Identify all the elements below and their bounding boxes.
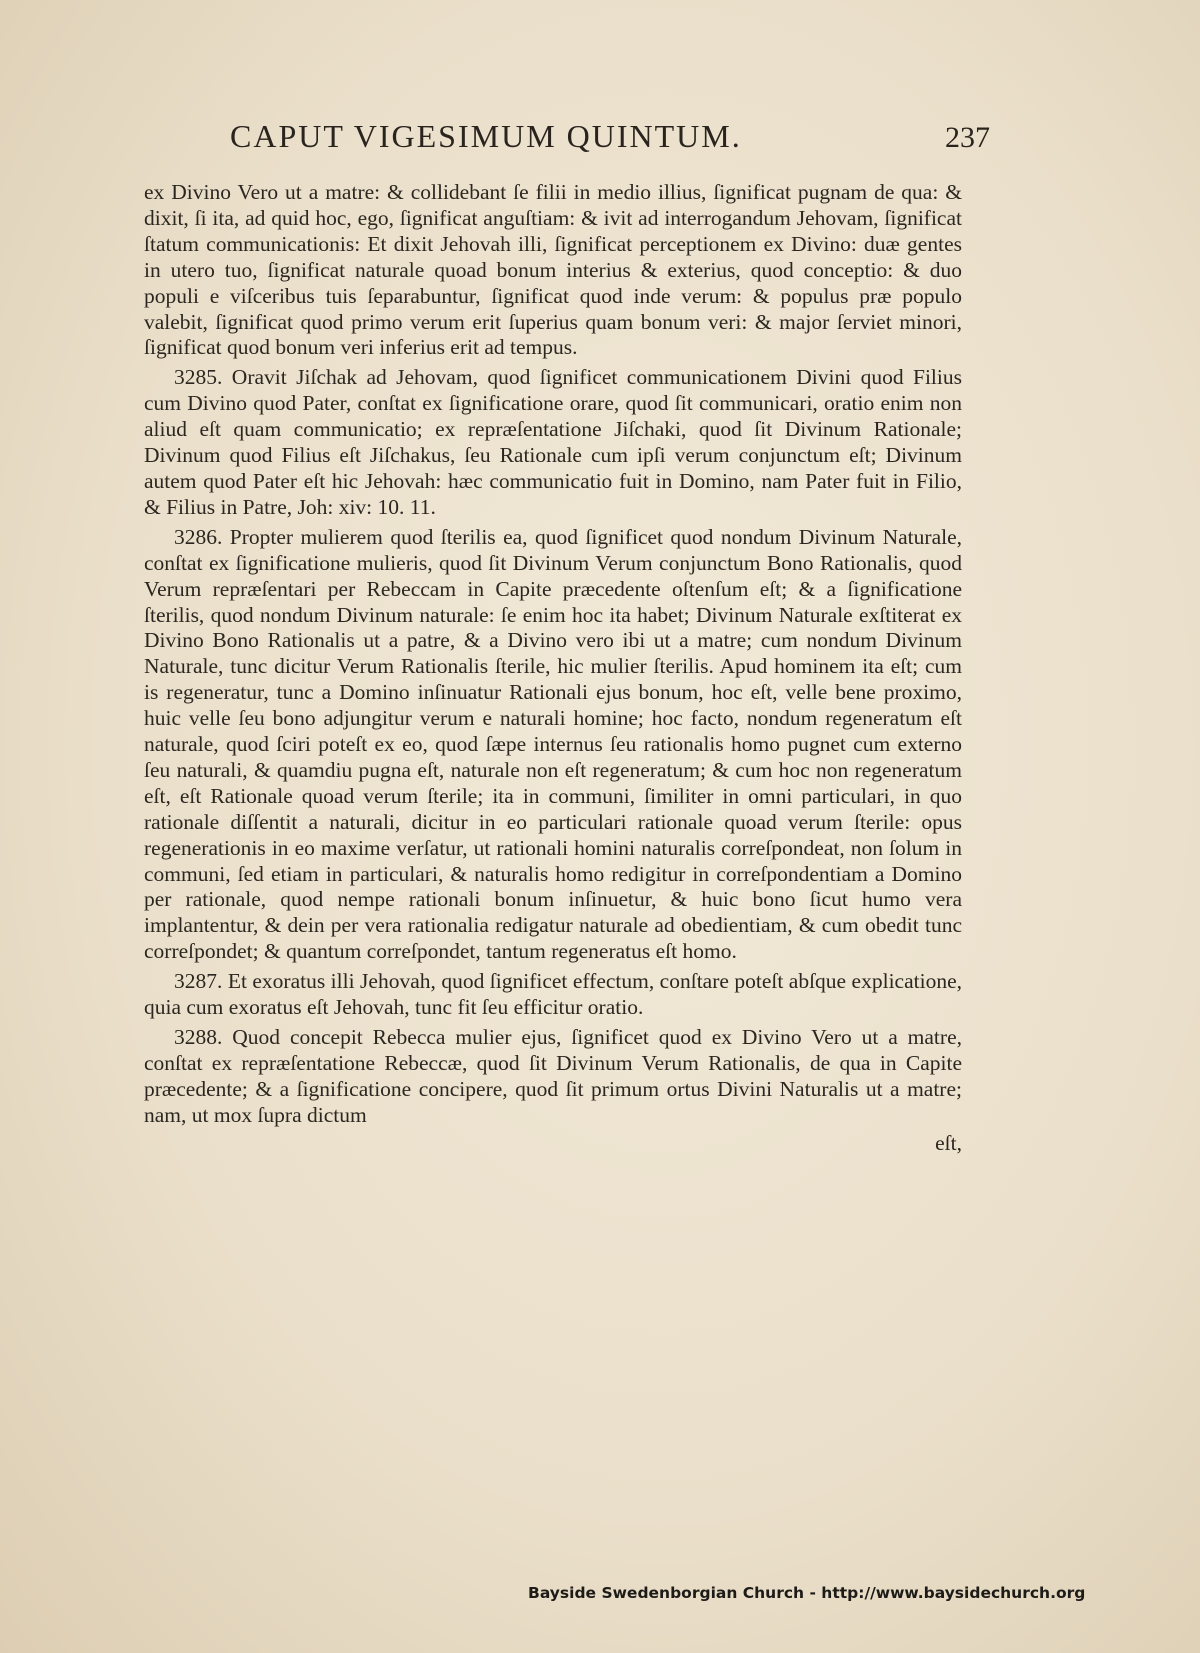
catchword: eſt, (935, 1130, 962, 1155)
running-title: CAPUT VIGESIMUM QUINTUM. (230, 118, 742, 154)
paragraph-continuation: ex Divino Vero ut a matre: & collidebant ſe filii in medio illius, ſignificat pugnam de qua: & dixit, ſi ita, ad quid hoc, ego, ſignificat anguſtiam: & ivit ad interrogandum Jehovam, ſignificat ſtatum communicationis: Et dixit Jehovah illi, ſignificat perceptionem ex Divino: duæ gentes in utero tuo, ſignificat naturale quoad bonum interius & exterius, quod conceptio: & duo populi e viſceribus tuis ſeparabuntur, ſignificat quod inde verum: & populus præ populo valebit, ſignificat quod primo verum erit ſuperius quam bonum veri: & major ſerviet minori, ſignificat quod bonum veri inferius erit ad tempus. (144, 180, 962, 360)
paragraph-3288: 3288. Quod concepit Rebecca mulier ejus, ſignificet quod ex Divino Vero ut a matre, conſtat ex repræſentatione Rebeccæ, quod ſit Divinum Verum Rationalis, de qua in Capite præcedente; & a ſignificatione concipere, quod ſit primum ortus Divini Naturalis ut a matre; nam, ut mox ſupra dictum (144, 1025, 962, 1127)
paragraph-3287: 3287. Et exoratus illi Jehovah, quod ſignificet effectum, conſtare poteſt abſque explicatione, quia cum exoratus eſt Jehovah, tunc fit ſeu efficitur oratio. (144, 969, 962, 1020)
page-number: 237 (945, 121, 990, 154)
body-text (144, 180, 962, 1157)
paragraph-3285: 3285. Oravit Jiſchak ad Jehovam, quod ſignificet communicationem Divini quod Filius cum Divino quod Pater, conſtat ex ſignificatione orare, quod ſit communicari, oratio enim non aliud eſt quam communicatio; ex repræſentatione Jiſchaki, quod ſit Divinum Rationale; Divinum quod Filius eſt Jiſchakus, ſeu Rationale cum ipſi verum conjunctum eſt; Divinum autem quod Pater eſt hic Jehovah: hæc communicatio fuit in Domino, nam Pater fuit in Filio, & Filius in Patre, Joh: xiv: 10. 11. (144, 365, 962, 519)
paragraph-3286: 3286. Propter mulierem quod ſterilis ea, quod ſignificet quod nondum Divinum Naturale, conſtat ex ſignificatione mulieris, quod ſit Divinum Verum conjunctum Bono Rationalis, quod Verum repræſentari per Rebeccam in Capite præcedente oſtenſum eſt; & a ſignificatione ſterilis, quod nondum Divinum naturale: ſe enim hoc ita habet; Divinum Naturale exſtiterat ex Divino Bono Rationalis ut a patre, & a Divino vero ibi ut a matre; cum nondum Divinum Naturale, tunc dicitur Verum Rationalis ſterile, hic mulier ſterilis. Apud hominem ita eſt; cum is regeneratur, tunc a Domino inſinuatur Rationali ejus bonum, hoc eſt, velle bene proximo, huic velle ſeu bono adjungitur verum e naturali homine; hoc facto, nondum regeneratum eſt naturale, quod ſciri poteſt ex eo, quod ſæpe internus ſeu rationalis homo pugnet cum externo ſeu naturali, & quamdiu pugna eſt, naturale non eſt regeneratum; & cum hoc non regeneratum eſt, eſt Rationale quoad verum ſterile; ita in communi, ſimiliter in omni particulari, in quo rationale diſſentit a naturali, dicitur in eo particulari rationale quoad verum ſterile: opus regenerationis in eo maxime verſatur, ut rationali homini naturalis correſpondeat, non ſolum in communi, ſed etiam in particulari, & naturalis homo redigitur in correſpondentiam a Domino per rationale, quod nempe rationali bonum inſinuetur, & huic bono ſicut humo vera implantentur, & dein per vera rationalia redigatur naturale ad obedientiam, & cum obedit tunc correſpondet; & quantum correſpondet, tantum regeneratus eſt homo. (144, 524, 962, 964)
page-header (230, 118, 990, 155)
footer-credit: Bayside Swedenborgian Church - http://www.baysidechurch.org (528, 1584, 1086, 1602)
